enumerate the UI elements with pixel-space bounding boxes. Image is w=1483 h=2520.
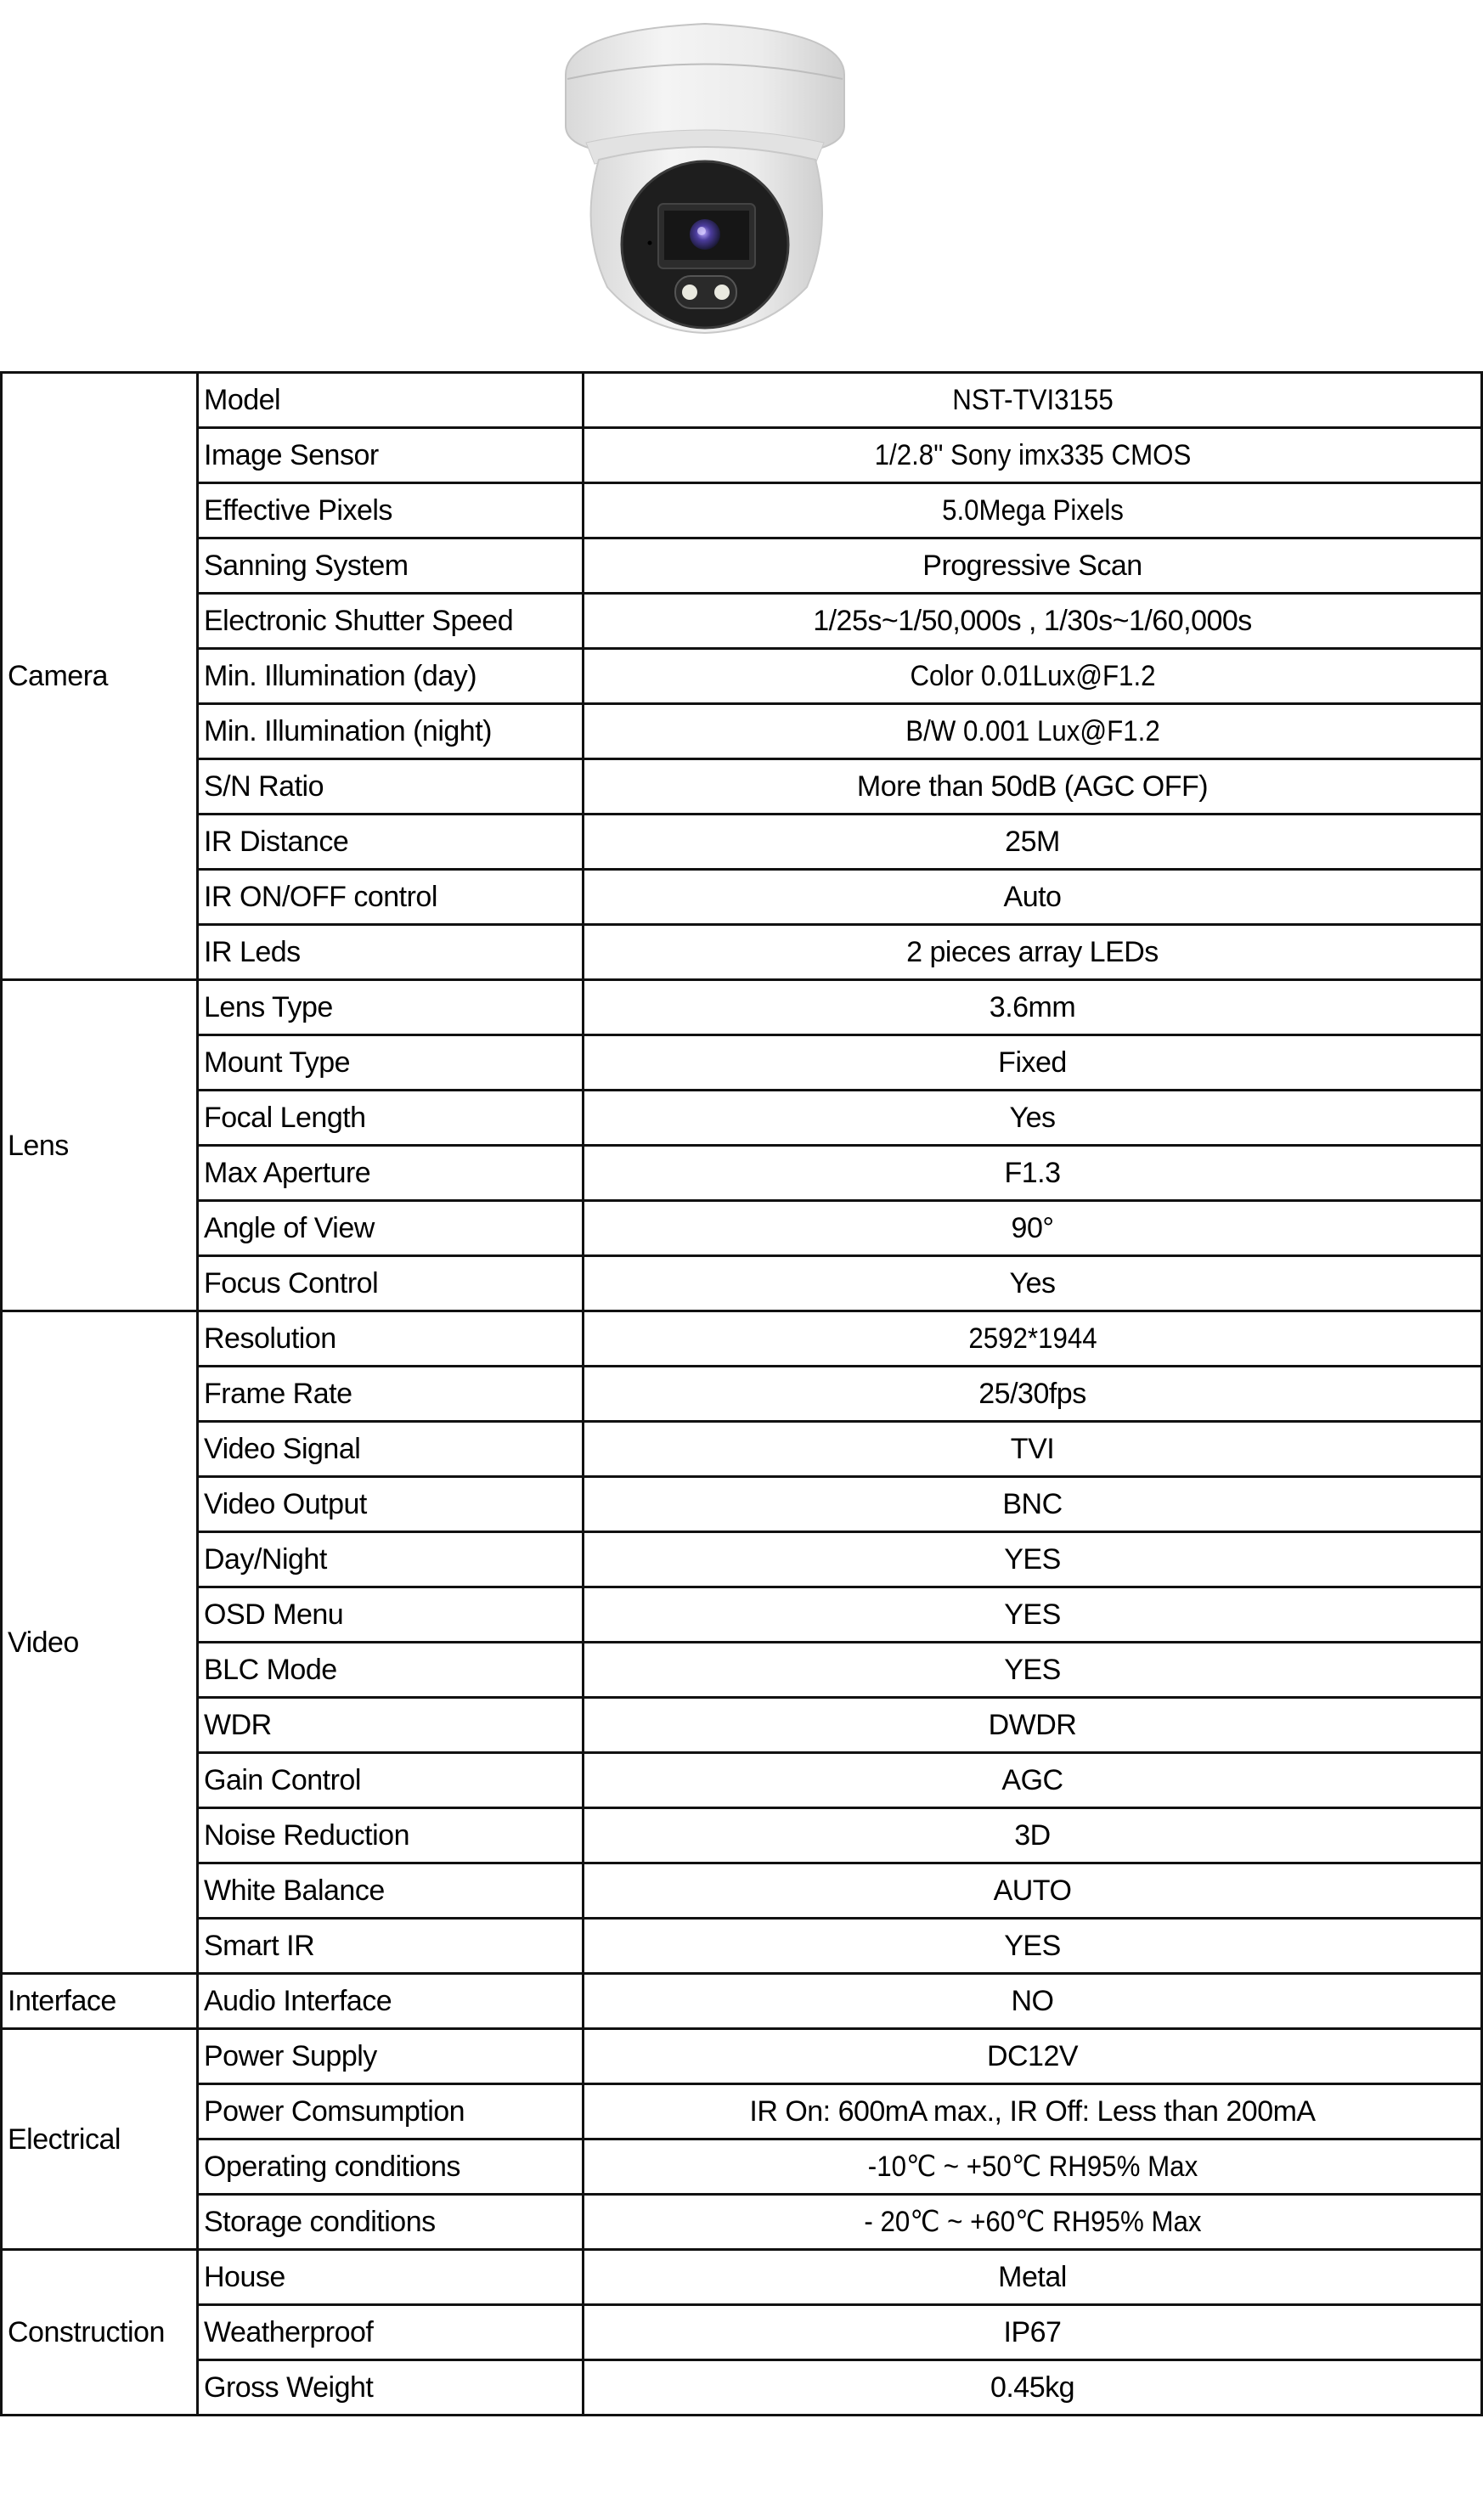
group-label: Construction — [2, 2250, 198, 2416]
param-value: YES — [584, 1532, 1482, 1587]
param-value: BNC — [584, 1477, 1482, 1532]
table-row — [2, 1643, 1482, 1698]
group-label: Electrical — [2, 2029, 198, 2250]
param-value: More than 50dB (AGC OFF) — [584, 759, 1482, 815]
param-name: Day/Night — [198, 1532, 584, 1587]
param-value: B/W 0.001 Lux@F1.2 — [619, 704, 1446, 759]
param-name: Audio Interface — [198, 1974, 584, 2029]
table-row — [2, 483, 1482, 538]
param-name: House — [198, 2250, 584, 2305]
table-row — [2, 594, 1482, 649]
table-row — [2, 980, 1482, 1035]
param-name: Effective Pixels — [198, 483, 584, 538]
param-value: 25/30fps — [584, 1367, 1482, 1422]
param-value: TVI — [584, 1422, 1482, 1477]
param-name: Smart IR — [198, 1919, 584, 1974]
param-value: YES — [584, 1587, 1482, 1643]
group-label: Video — [2, 1311, 198, 1974]
group-label: Camera — [2, 373, 198, 980]
table-row — [2, 2360, 1482, 2416]
table-row — [2, 1974, 1482, 2029]
table-row — [2, 1532, 1482, 1587]
param-value: 2 pieces array LEDs — [584, 925, 1482, 980]
param-value: 5.0Mega Pixels — [619, 483, 1446, 538]
param-value: Metal — [584, 2250, 1482, 2305]
table-row — [2, 1587, 1482, 1643]
table-row — [2, 815, 1482, 870]
table-row — [2, 1256, 1482, 1311]
dome-camera-icon — [561, 15, 849, 336]
param-value: 90° — [584, 1201, 1482, 1256]
param-value: 1/25s~1/50,000s , 1/30s~1/60,000s — [584, 594, 1482, 649]
table-row — [2, 1091, 1482, 1146]
spec-table-body — [2, 373, 1482, 2416]
table-row — [2, 1422, 1482, 1477]
param-value: DC12V — [584, 2029, 1482, 2084]
param-name: Sanning System — [198, 538, 584, 594]
param-value: IP67 — [584, 2305, 1482, 2360]
param-value: AUTO — [584, 1863, 1482, 1919]
param-name: Electronic Shutter Speed — [198, 594, 584, 649]
param-name: Weatherproof — [198, 2305, 584, 2360]
param-name: Gross Weight — [198, 2360, 584, 2416]
table-row — [2, 2250, 1482, 2305]
table-row — [2, 2195, 1482, 2250]
param-name: Power Supply — [198, 2029, 584, 2084]
param-name: Min. Illumination (day) — [198, 649, 584, 704]
table-row — [2, 538, 1482, 594]
param-value: - 20℃ ~ +60℃ RH95% Max — [619, 2195, 1446, 2250]
param-value: -10℃ ~ +50℃ RH95% Max — [619, 2139, 1446, 2195]
param-value: AGC — [584, 1753, 1482, 1808]
param-value: IR On: 600mA max., IR Off: Less than 200mA — [584, 2084, 1482, 2139]
param-value: F1.3 — [584, 1146, 1482, 1201]
param-name: OSD Menu — [198, 1587, 584, 1643]
param-name: Frame Rate — [198, 1367, 584, 1422]
table-row — [2, 1201, 1482, 1256]
spec-table — [0, 371, 1483, 2416]
param-value: 3.6mm — [584, 980, 1482, 1035]
param-value: 0.45kg — [584, 2360, 1482, 2416]
table-row — [2, 1146, 1482, 1201]
param-name: WDR — [198, 1698, 584, 1753]
table-row — [2, 704, 1482, 759]
param-value: DWDR — [584, 1698, 1482, 1753]
table-row — [2, 649, 1482, 704]
group-label: Interface — [2, 1974, 198, 2029]
param-value: Yes — [584, 1256, 1482, 1311]
param-name: Video Output — [198, 1477, 584, 1532]
param-name: IR Distance — [198, 815, 584, 870]
param-value: YES — [584, 1643, 1482, 1698]
product-image — [561, 15, 849, 336]
param-name: Mount Type — [198, 1035, 584, 1091]
param-value: Fixed — [584, 1035, 1482, 1091]
table-row — [2, 2305, 1482, 2360]
param-name: Model — [198, 373, 584, 428]
param-name: White Balance — [198, 1863, 584, 1919]
table-row — [2, 1477, 1482, 1532]
param-value: Color 0.01Lux@F1.2 — [619, 649, 1446, 704]
param-name: Image Sensor — [198, 428, 584, 483]
param-name: Storage conditions — [198, 2195, 584, 2250]
table-row — [2, 1311, 1482, 1367]
param-value: NO — [584, 1974, 1482, 2029]
table-row — [2, 428, 1482, 483]
table-row — [2, 1863, 1482, 1919]
table-row — [2, 1808, 1482, 1863]
table-row — [2, 1919, 1482, 1974]
group-label: Lens — [2, 980, 198, 1311]
table-row — [2, 1367, 1482, 1422]
param-name: Gain Control — [198, 1753, 584, 1808]
param-name: Power Comsumption — [198, 2084, 584, 2139]
param-name: Video Signal — [198, 1422, 584, 1477]
param-name: Focal Length — [198, 1091, 584, 1146]
table-row — [2, 925, 1482, 980]
param-name: IR Leds — [198, 925, 584, 980]
table-row — [2, 2029, 1482, 2084]
param-value: 2592*1944 — [619, 1311, 1446, 1367]
param-name: Noise Reduction — [198, 1808, 584, 1863]
param-value: Progressive Scan — [584, 538, 1482, 594]
param-name: Focus Control — [198, 1256, 584, 1311]
table-row — [2, 2084, 1482, 2139]
param-name: BLC Mode — [198, 1643, 584, 1698]
param-value: Auto — [584, 870, 1482, 925]
table-row — [2, 373, 1482, 428]
param-name: Resolution — [198, 1311, 584, 1367]
table-row — [2, 759, 1482, 815]
param-name: Angle of View — [198, 1201, 584, 1256]
table-row — [2, 2139, 1482, 2195]
param-value: YES — [584, 1919, 1482, 1974]
param-name: Min. Illumination (night) — [198, 704, 584, 759]
table-row — [2, 1698, 1482, 1753]
param-value: 3D — [584, 1808, 1482, 1863]
param-value: 1/2.8" Sony imx335 CMOS — [619, 428, 1446, 483]
param-value: 25M — [584, 815, 1482, 870]
table-row — [2, 1035, 1482, 1091]
table-row — [2, 1753, 1482, 1808]
param-name: Operating conditions — [198, 2139, 584, 2195]
param-name: Lens Type — [198, 980, 584, 1035]
param-name: S/N Ratio — [198, 759, 584, 815]
param-name: Max Aperture — [198, 1146, 584, 1201]
table-row — [2, 870, 1482, 925]
param-value: Yes — [584, 1091, 1482, 1146]
param-value: NST-TVI3155 — [619, 373, 1446, 428]
param-name: IR ON/OFF control — [198, 870, 584, 925]
